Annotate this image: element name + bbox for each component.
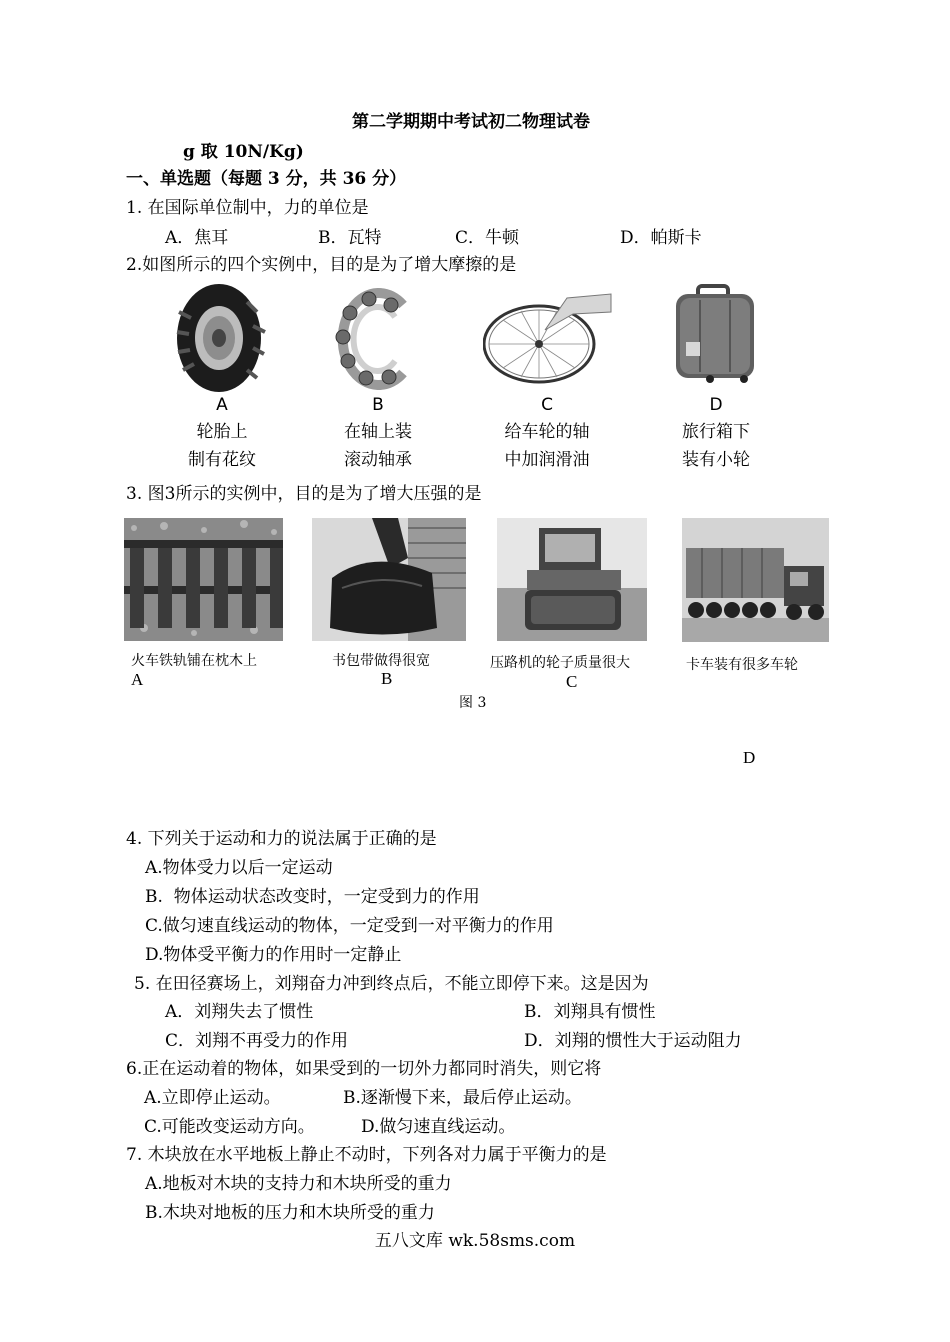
- q5-option-a: A．刘翔失去了惯性: [165, 1002, 314, 1022]
- bicycle-wheel-image: [483, 290, 613, 385]
- q6-stem: 6.正在运动着的物体，如果受到的一切外力都同时消失，则它将: [126, 1059, 602, 1079]
- q6-option-b: B.逐渐慢下来，最后停止运动。: [343, 1088, 582, 1108]
- q2-item-a-letter: A: [216, 395, 228, 415]
- q3-caption-a: 火车铁轨铺在枕木上: [131, 653, 257, 669]
- q2-item-c-line2: 中加润滑油: [504, 450, 590, 470]
- backpack-image: [312, 518, 466, 641]
- q1-option-b: B．瓦特: [318, 228, 382, 248]
- q1-option-d: D．帕斯卡: [620, 228, 702, 248]
- q3-letter-c: C: [566, 672, 578, 691]
- q2-item-c-line1: 给车轮的轴: [504, 422, 590, 442]
- q4-option-b: B. 物体运动状态改变时，一定受到力的作用: [145, 887, 480, 907]
- gravity-note: g 取 10N/Kg): [183, 142, 304, 162]
- page-title: 第二学期期中考试初二物理试卷: [352, 112, 590, 132]
- q6-option-d: D.做匀速直线运动。: [361, 1117, 516, 1137]
- q5-option-c: C．刘翔不再受力的作用: [165, 1031, 349, 1051]
- q1-stem: 1. 在国际单位制中，力的单位是: [126, 198, 369, 218]
- q4-stem: 4. 下列关于运动和力的说法属于正确的是: [126, 829, 437, 849]
- q2-item-b-line1: 在轴上装: [344, 422, 412, 442]
- railway-track-image: [124, 518, 283, 641]
- q2-item-b-line2: 滚动轴承: [344, 450, 412, 470]
- q4-option-c: C.做匀速直线运动的物体，一定受到一对平衡力的作用: [145, 916, 554, 936]
- truck-image: [682, 518, 829, 642]
- suitcase-image: [670, 284, 760, 384]
- q7-option-b: B.木块对地板的压力和木块所受的重力: [145, 1203, 435, 1223]
- tire-image: [175, 282, 270, 394]
- q1-option-a: A．焦耳: [165, 228, 229, 248]
- q5-option-b: B．刘翔具有惯性: [524, 1002, 656, 1022]
- q3-caption-c: 压路机的轮子质量很大: [490, 655, 630, 671]
- q2-item-d-line2: 装有小轮: [682, 450, 750, 470]
- q3-letter-b: B: [381, 669, 393, 688]
- section-heading: 一、单选题（每题 3 分，共 36 分）: [126, 169, 407, 189]
- q2-stem: 2.如图所示的四个实例中，目的是为了增大摩擦的是: [126, 255, 517, 275]
- q5-stem: 5. 在田径赛场上，刘翔奋力冲到终点后，不能立即停下来。这是因为: [134, 974, 649, 994]
- q2-item-a-line1: 轮胎上: [196, 422, 248, 442]
- q5-option-d: D．刘翔的惯性大于运动阻力: [524, 1031, 742, 1051]
- q2-item-c-letter: C: [541, 395, 553, 415]
- bearing-image: [333, 285, 413, 393]
- q2-item-b-letter: B: [372, 395, 384, 415]
- q3-stem: 3. 图3所示的实例中，目的是为了增大压强的是: [126, 484, 482, 504]
- q2-item-d-letter: D: [709, 395, 723, 415]
- q1-option-c: C．牛顿: [455, 228, 520, 248]
- q7-stem: 7. 木块放在水平地板上静止不动时，下列各对力属于平衡力的是: [126, 1145, 607, 1165]
- footer-watermark: 五八文库 wk.58sms.com: [374, 1231, 576, 1251]
- q2-item-d-line1: 旅行箱下: [682, 422, 750, 442]
- q3-caption-b: 书包带做得很宽: [332, 653, 430, 669]
- q4-option-d: D.物体受平衡力的作用时一定静止: [145, 945, 402, 965]
- q7-option-a: A.地板对木块的支持力和木块所受的重力: [145, 1174, 452, 1194]
- q3-letter-a: A: [131, 670, 144, 689]
- q6-option-a: A.立即停止运动。: [144, 1088, 281, 1108]
- figure-label: 图 3: [459, 695, 487, 711]
- q6-option-c: C.可能改变运动方向。: [144, 1117, 315, 1137]
- q4-option-a: A.物体受力以后一定运动: [145, 858, 333, 878]
- q2-item-a-line2: 制有花纹: [188, 450, 256, 470]
- q3-letter-d: D: [743, 748, 756, 767]
- q3-caption-d: 卡车装有很多车轮: [686, 657, 798, 673]
- road-roller-image: [497, 518, 647, 641]
